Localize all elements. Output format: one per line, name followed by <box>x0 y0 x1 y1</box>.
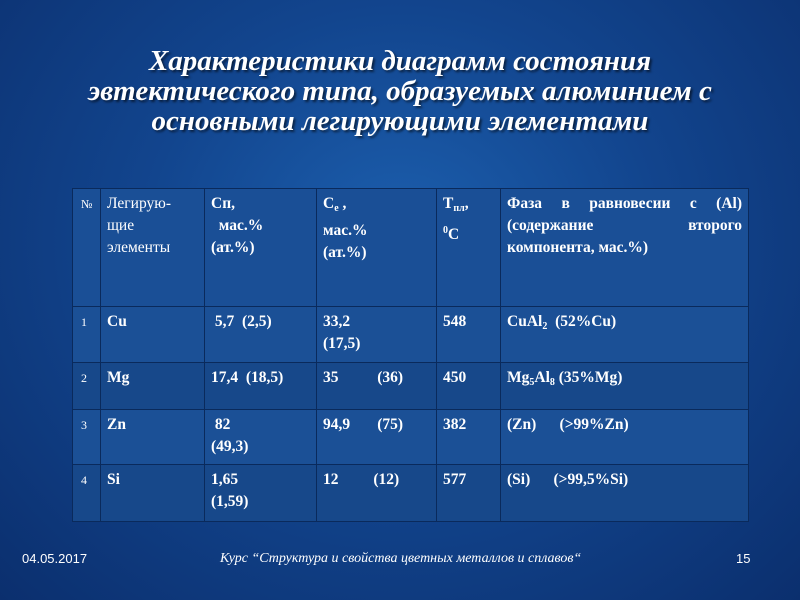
header-ce-sub: е <box>334 203 339 214</box>
row-cp: 5,7 (2,5) <box>205 307 317 362</box>
row-cp: 82 (49,3) <box>205 409 317 464</box>
row-number: 4 <box>73 464 101 521</box>
row-phase: (Zn) (>99%Zn) <box>501 409 749 464</box>
row-number: 1 <box>73 307 101 362</box>
row-phase: CuAl$_2$ (52%Cu) <box>501 307 749 362</box>
row-ce: 94,9 (75) <box>317 409 437 464</box>
header-cp-at: (ат.%) <box>211 239 255 256</box>
title-line-2: эвтектического типа, образуемых алюминием с <box>88 75 712 107</box>
row-tmelt: 450 <box>437 362 501 409</box>
header-phase: Фаза в равновесии с (Al) (содержание второго компонента, мас.%) <box>501 189 749 307</box>
row-phase: (Si) (>99,5%Si) <box>501 464 749 521</box>
header-t-unit: С <box>448 226 460 243</box>
footer-date: 04.05.2017 <box>22 551 88 566</box>
header-number: № <box>73 189 101 307</box>
header-t-sub: пл <box>453 203 465 214</box>
header-ce-unit: мас.% <box>323 222 368 239</box>
table-row <box>73 409 749 464</box>
slide-title <box>20 46 780 136</box>
table-header-row <box>73 189 749 307</box>
title-line-3: основными легирующими элементами <box>151 105 649 137</box>
header-cp-main: Сп, <box>211 195 235 212</box>
header-elements: Легирую-щие элементы <box>101 189 205 307</box>
header-t-main: Т <box>443 195 454 212</box>
header-ce-main: С <box>323 195 335 212</box>
row-ce: 33,2 (17,5) <box>317 307 437 362</box>
header-cp-unit: мас.% <box>211 217 264 234</box>
header-tmelt: $Т_{пл}$, $^0$С <box>437 189 501 307</box>
row-phase: $Mg_5Al_8$ (35%Mg) <box>501 362 749 409</box>
row-number: 2 <box>73 362 101 409</box>
row-element: Si <box>101 464 205 521</box>
row-ce: 35 (36) <box>317 362 437 409</box>
title-line-1: Характеристики диаграмм состояния <box>148 45 652 77</box>
row-tmelt: 548 <box>437 307 501 362</box>
row-element: Zn <box>101 409 205 464</box>
table-row <box>73 464 749 521</box>
row-number: 3 <box>73 409 101 464</box>
header-ce: $С_е$ , мас.% (ат.%) <box>317 189 437 307</box>
header-cp <box>205 189 317 307</box>
row-cp: 1,65 (1,59) <box>205 464 317 521</box>
row-ce: 12 (12) <box>317 464 437 521</box>
table-row <box>73 362 749 409</box>
alloy-diagram-table <box>72 188 749 522</box>
table-row <box>73 307 749 362</box>
footer-page-number: 15 <box>736 551 751 566</box>
row-cp: 17,4 (18,5) <box>205 362 317 409</box>
header-ce-at: (ат.%) <box>323 244 367 261</box>
footer-course: Курс “Структура и свойства цветных металлов и сплавов“ <box>220 551 582 566</box>
header-t-sup: 0 <box>443 225 448 236</box>
row-tmelt: 382 <box>437 409 501 464</box>
row-tmelt: 577 <box>437 464 501 521</box>
row-element: Mg <box>101 362 205 409</box>
row-element: Cu <box>101 307 205 362</box>
